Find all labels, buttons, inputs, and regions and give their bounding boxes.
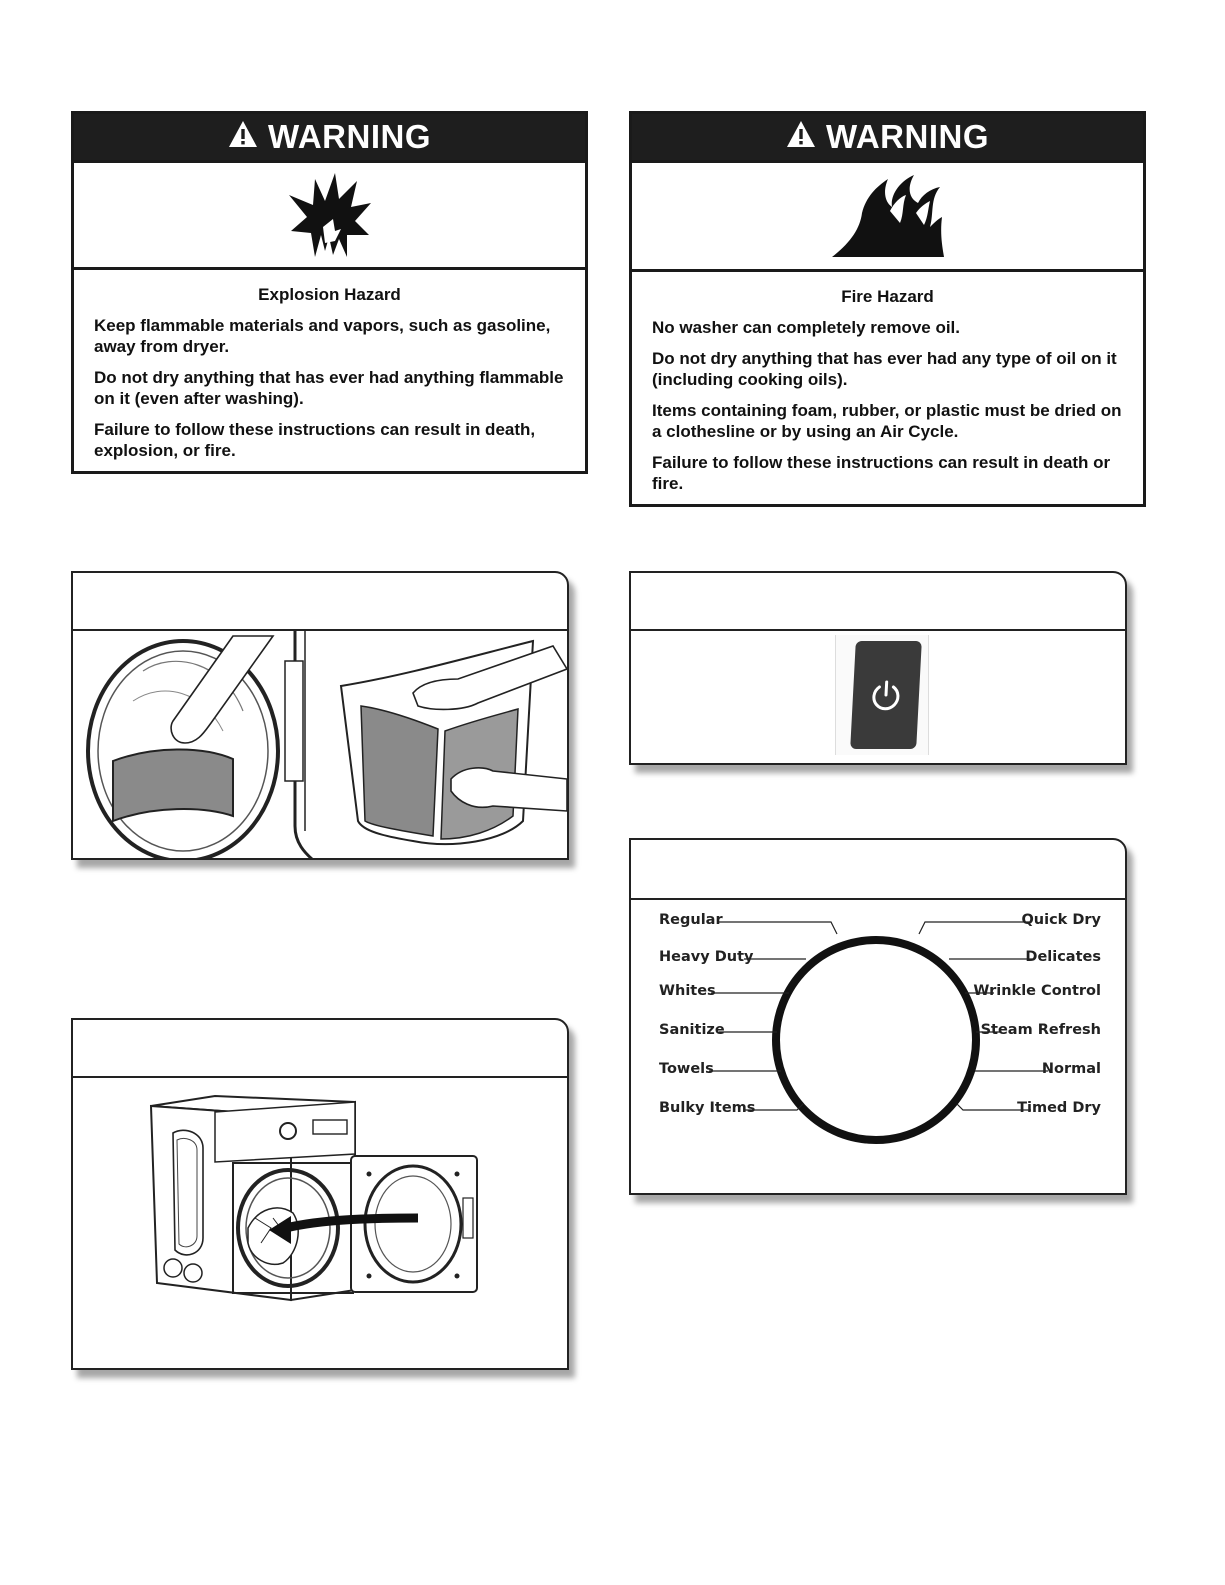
dial-label-right: Quick Dry bbox=[1021, 912, 1101, 928]
warning-header bbox=[632, 114, 1143, 160]
dial-label-right: Timed Dry bbox=[1017, 1100, 1101, 1116]
loading-panel bbox=[71, 1018, 569, 1370]
lint-screen-illustration bbox=[73, 631, 567, 860]
warning-heading: WARNING bbox=[268, 118, 431, 155]
dial-label-left: Sanitize bbox=[659, 1022, 725, 1038]
dial-label-left: Regular bbox=[659, 912, 723, 928]
warning-text: Failure to follow these instructions can result in death or fire. bbox=[652, 453, 1111, 493]
warning-text: No washer can completely remove oil. bbox=[652, 318, 961, 337]
hazard-title: Explosion Hazard bbox=[258, 285, 401, 304]
explosion-icon bbox=[285, 173, 375, 257]
power-panel bbox=[629, 571, 1127, 765]
warning-text: Items containing foam, rubber, or plastic must be dried on a clothesline or by using an Air Cycle. bbox=[652, 401, 1122, 441]
hazard-title: Fire Hazard bbox=[841, 287, 934, 306]
warning-box-fire bbox=[629, 111, 1146, 507]
warning-text: Do not dry anything that has ever had anything flammable on it (even after washing). bbox=[94, 368, 564, 408]
dial-label-right: Delicates bbox=[1025, 949, 1101, 965]
dial-label-left: Bulky Items bbox=[659, 1100, 756, 1116]
warning-text: Do not dry anything that has ever had any type of oil on it (including cooking oils). bbox=[652, 349, 1117, 389]
dryer-loading-illustration bbox=[73, 1078, 567, 1370]
power-button[interactable] bbox=[850, 641, 922, 749]
hazard-icon-row bbox=[632, 160, 1143, 272]
cycle-dial-lines bbox=[631, 900, 1125, 1195]
dial-label-right: Steam Refresh bbox=[980, 1022, 1101, 1038]
warning-triangle-icon bbox=[228, 118, 258, 156]
hazard-icon-row bbox=[74, 160, 585, 270]
panel-header bbox=[73, 573, 567, 631]
cycle-dial-panel bbox=[629, 838, 1127, 1195]
warning-body bbox=[632, 272, 1143, 514]
warning-heading: WARNING bbox=[826, 118, 989, 155]
dial-label-left: Towels bbox=[659, 1061, 714, 1077]
dial-label-left: Heavy Duty bbox=[659, 949, 754, 965]
dial-label-right: Normal bbox=[1041, 1061, 1101, 1077]
warning-text: Failure to follow these instructions can result in death, explosion, or fire. bbox=[94, 420, 536, 460]
warning-body bbox=[74, 270, 585, 481]
warning-triangle-icon bbox=[786, 118, 816, 156]
warning-text: Keep flammable materials and vapors, such as gasoline, away from dryer. bbox=[94, 316, 551, 356]
panel-header bbox=[631, 840, 1125, 900]
dial-label-left: Whites bbox=[659, 983, 716, 999]
dial-label-right: Wrinkle Control bbox=[973, 983, 1101, 999]
fire-icon bbox=[830, 173, 946, 259]
power-icon bbox=[867, 677, 905, 713]
warning-header bbox=[74, 114, 585, 160]
panel-header bbox=[73, 1020, 567, 1078]
lint-screen-panel bbox=[71, 571, 569, 860]
panel-header bbox=[631, 573, 1125, 631]
warning-box-explosion bbox=[71, 111, 588, 474]
